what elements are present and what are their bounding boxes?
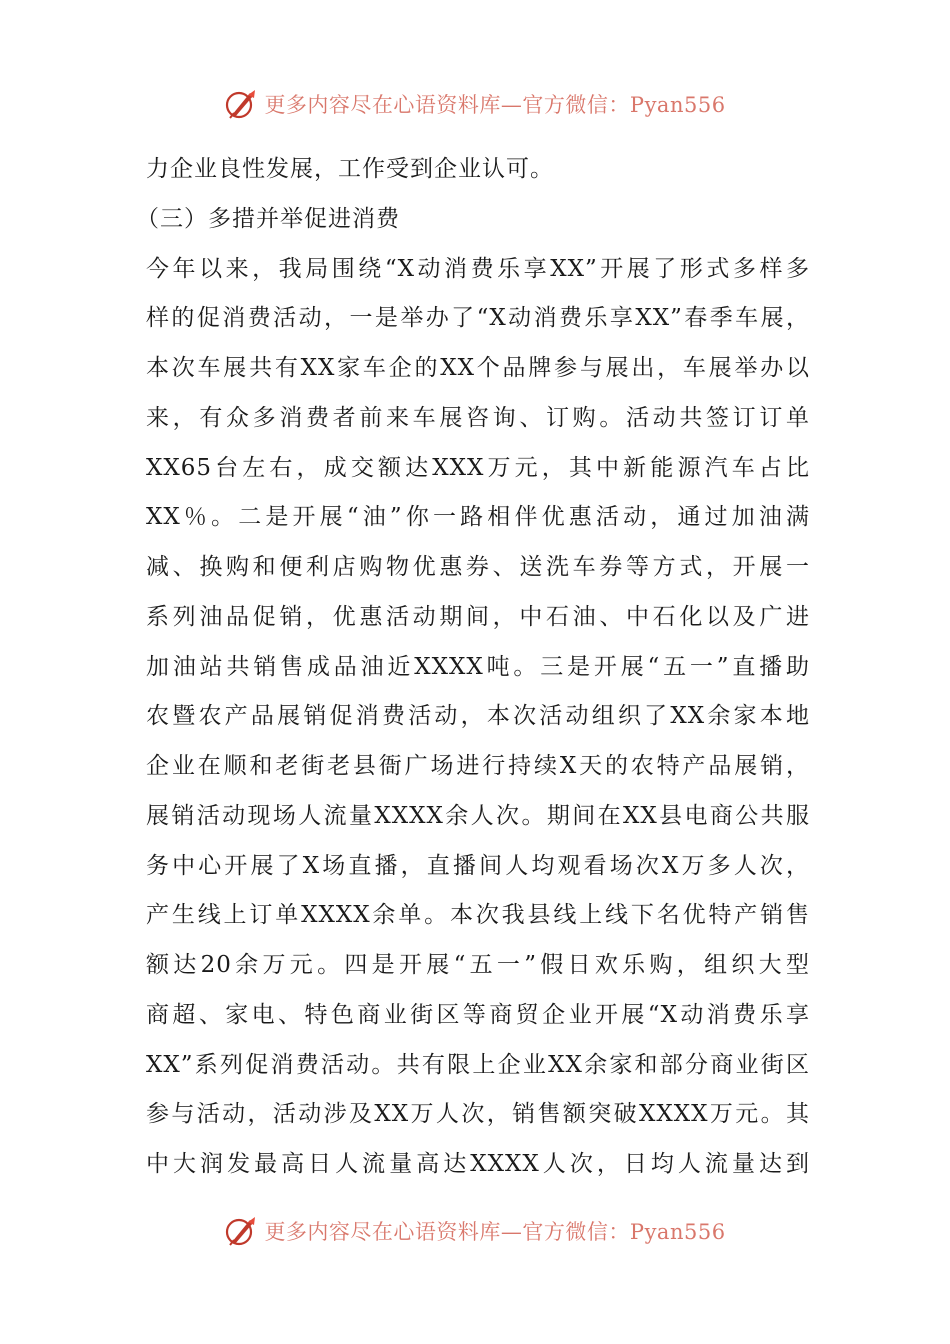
- quill-pen-logo-icon: [224, 87, 258, 121]
- text-line: 中大润发最高日人流量高达XXXX人次，日均人流量达到: [146, 1151, 810, 1177]
- text-line: 商超、家电、特色商业街区等商贸企业开展“X动消费乐享: [146, 1001, 810, 1028]
- text-line: 展销活动现场人流量XXXX余人次。期间在XX县电商公共服: [146, 802, 810, 829]
- text-line: 本次车展共有XX家车企的XX个品牌参与展出，车展举办以: [146, 355, 810, 381]
- text-line: 企业在顺和老街老县衙广场进行持续X天的农特产品展销，: [146, 753, 810, 779]
- text-line: 今年以来，我局围绕“X动消费乐享XX”开展了形式多样多: [146, 255, 810, 282]
- text-line: 额达20余万元。四是开展“五一”假日欢乐购，组织大型: [146, 952, 810, 978]
- text-line: XX65台左右，成交额达XXX万元，其中新能源汽车占比: [146, 454, 810, 481]
- text-line: XX％。二是开展“油”你一路相伴优惠活动，通过加油满: [146, 504, 810, 531]
- text-line: 样的促消费活动，一是举办了“X动消费乐享XX”春季车展，: [146, 305, 810, 332]
- watermark-banner-bottom: [0, 1211, 950, 1251]
- quill-pen-logo-icon: [224, 1214, 258, 1248]
- text-line: 农暨农产品展销促消费活动，本次活动组织了XX余家本地: [146, 703, 810, 730]
- text-line: XX”系列促消费活动。共有限上企业XX余家和部分商业街区: [146, 1051, 810, 1078]
- text-line: 加油站共销售成品油近XXXX吨。三是开展“五一”直播助: [146, 653, 810, 680]
- text-line: 系列油品促销，优惠活动期间，中石油、中石化以及广进: [146, 603, 810, 630]
- watermark-text: 更多内容尽在心语资料库—官方微信：Pyan556: [264, 1220, 726, 1244]
- document-body: [136, 145, 810, 1190]
- text-line: 来，有众多消费者前来车展咨询、订购。活动共签订订单: [146, 404, 810, 431]
- text-line: 参与活动，活动涉及XX万人次，销售额突破XXXX万元。其: [146, 1101, 810, 1128]
- text-line: 产生线上订单XXXX余单。本次我县线上线下名优特产销售: [146, 902, 810, 929]
- text-line: 务中心开展了X场直播，直播间人均观看场次X万多人次，: [146, 852, 810, 879]
- watermark-banner-top: [0, 84, 950, 124]
- text-line: 力企业良性发展，工作受到企业认可。: [146, 156, 554, 182]
- text-line: 减、换购和便利店购物优惠券、送洗车券等方式，开展一: [146, 554, 810, 580]
- watermark-text: 更多内容尽在心语资料库—官方微信：Pyan556: [264, 93, 726, 117]
- section-heading: （三）多措并举促进消费: [136, 205, 400, 232]
